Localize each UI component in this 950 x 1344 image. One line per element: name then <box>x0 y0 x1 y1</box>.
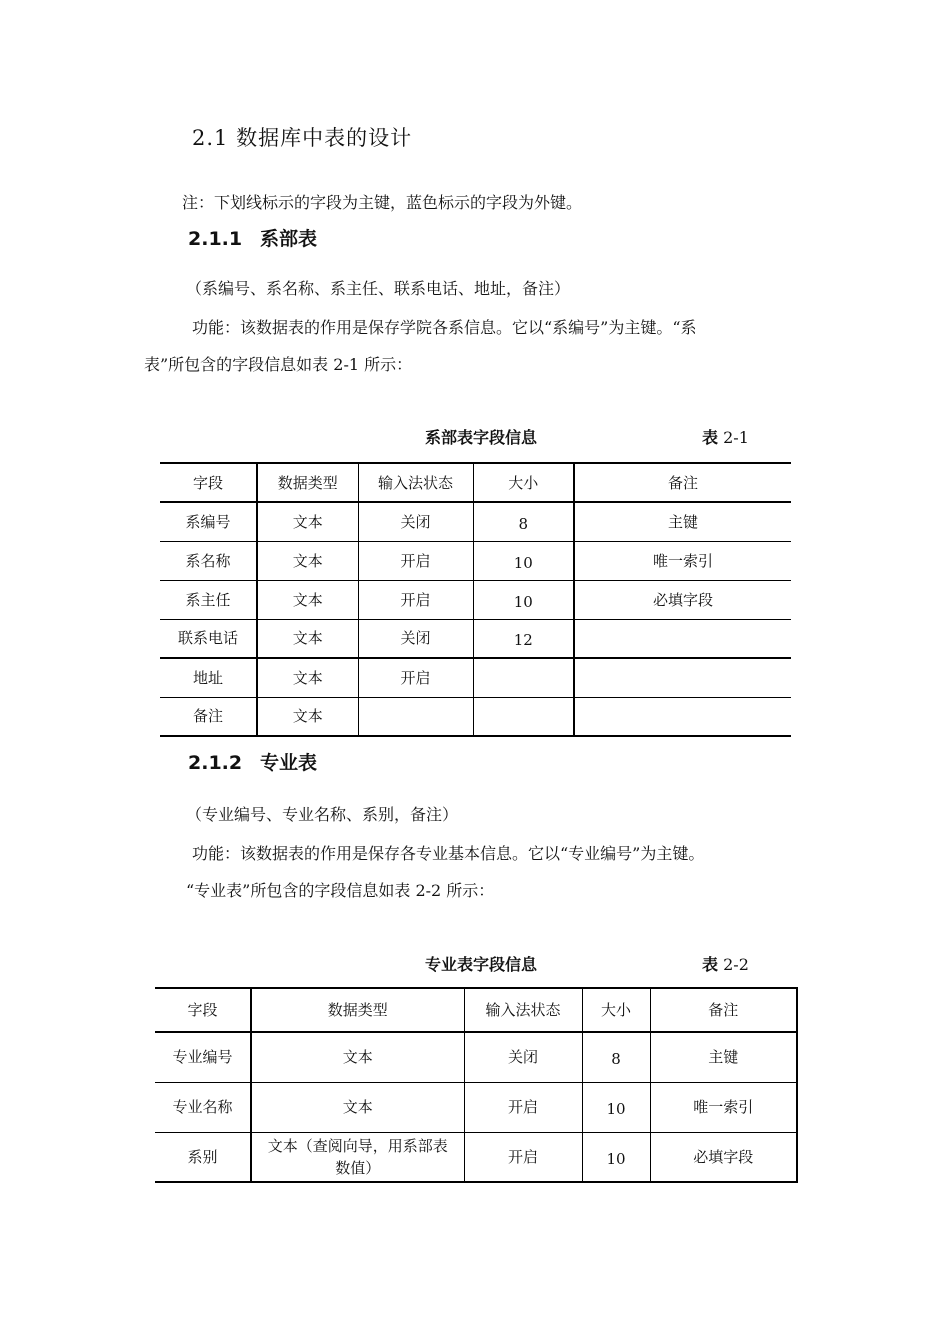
table-cell: 主键 <box>574 502 791 541</box>
table-cell: 文本 <box>257 502 358 541</box>
table-cell: 专业名称 <box>155 1082 251 1132</box>
table-cell: 唯一索引 <box>650 1082 797 1132</box>
table-cell: 开启 <box>464 1132 582 1182</box>
table-cell <box>473 697 574 736</box>
table-cell: 8 <box>473 502 574 541</box>
table-row <box>155 1132 797 1182</box>
table-cell: 开启 <box>358 580 473 619</box>
header-cell: 字段 <box>160 463 257 502</box>
table-number-value: 2-1 <box>718 428 749 447</box>
header-cell: 字段 <box>155 988 251 1032</box>
table-row <box>155 1032 797 1082</box>
subsection-number: 2.1.1 <box>188 228 243 250</box>
description-line-2: “专业表”所包含的字段信息如表 2-2 所示： <box>186 881 495 900</box>
table-cell: 唯一索引 <box>574 541 791 580</box>
table-number-prefix: 表 <box>702 955 719 974</box>
table-cell: 系名称 <box>160 541 257 580</box>
header-cell: 大小 <box>473 463 574 502</box>
description-line-1: 功能：该数据表的作用是保存学院各系信息。它以“系编号”为主键。“系 <box>192 318 697 337</box>
table-cell <box>574 619 791 658</box>
table-row <box>155 1082 797 1132</box>
table-cell: 10 <box>473 580 574 619</box>
table-row <box>160 697 791 736</box>
table-cell <box>574 697 791 736</box>
subsection-title: 系部表 <box>260 228 318 250</box>
table-caption: 系部表字段信息 <box>425 428 538 447</box>
subsection-heading-1 <box>188 224 317 251</box>
table-cell: 文本 <box>257 541 358 580</box>
type-line-2: 数值） <box>335 1158 381 1177</box>
header-cell: 输入法状态 <box>358 463 473 502</box>
table-row <box>160 619 791 658</box>
table-cell: 关闭 <box>464 1032 582 1082</box>
table-cell: 开启 <box>464 1082 582 1132</box>
header-cell: 大小 <box>582 988 650 1032</box>
table-cell: 10 <box>582 1132 650 1182</box>
table-cell: 地址 <box>160 658 257 697</box>
table-cell: 系编号 <box>160 502 257 541</box>
table-cell: 文本 <box>257 697 358 736</box>
field-list-text: （系编号、系名称、系主任、联系电话、地址，备注） <box>186 279 571 298</box>
table-row <box>160 541 791 580</box>
table-cell: 关闭 <box>358 619 473 658</box>
header-cell: 数据类型 <box>257 463 358 502</box>
table-header-row <box>160 463 791 502</box>
table-cell: 开启 <box>358 658 473 697</box>
department-fields-table <box>160 462 791 737</box>
table-number-prefix: 表 <box>702 428 719 447</box>
table-cell: 系主任 <box>160 580 257 619</box>
header-cell: 数据类型 <box>251 988 464 1032</box>
subsection-title: 专业表 <box>260 752 318 774</box>
table-cell: 专业编号 <box>155 1032 251 1082</box>
description-line-2: 表”所包含的字段信息如表 2-1 所示： <box>144 355 413 374</box>
table-cell <box>358 697 473 736</box>
header-cell: 输入法状态 <box>464 988 582 1032</box>
section-title: 2.1 数据库中表的设计 <box>192 126 413 150</box>
type-line-1: 文本（查阅向导，用系部表 <box>267 1136 448 1155</box>
table-cell: 必填字段 <box>574 580 791 619</box>
table-row <box>160 502 791 541</box>
table-number-value: 2-2 <box>718 955 749 974</box>
table-cell: 12 <box>473 619 574 658</box>
table-row <box>160 658 791 697</box>
table-cell: 备注 <box>160 697 257 736</box>
header-cell: 备注 <box>574 463 791 502</box>
table-cell: 10 <box>582 1082 650 1132</box>
major-fields-table <box>155 987 798 1183</box>
table-cell: 文本 <box>257 619 358 658</box>
table-cell: 关闭 <box>358 502 473 541</box>
table-row <box>160 580 791 619</box>
subsection-heading-2 <box>188 748 317 775</box>
table-cell <box>473 658 574 697</box>
table-cell: 文本 <box>257 580 358 619</box>
description-line-1: 功能：该数据表的作用是保存各专业基本信息。它以“专业编号”为主键。 <box>192 844 705 863</box>
table-cell <box>574 658 791 697</box>
table-cell <box>251 1132 464 1182</box>
table-header-row <box>155 988 797 1032</box>
table-number <box>702 952 749 975</box>
table-cell: 文本 <box>251 1032 464 1082</box>
table-cell: 8 <box>582 1032 650 1082</box>
table-cell: 文本 <box>257 658 358 697</box>
table-number <box>702 425 749 448</box>
table-cell: 主键 <box>650 1032 797 1082</box>
subsection-number: 2.1.2 <box>188 752 243 774</box>
table-cell: 联系电话 <box>160 619 257 658</box>
table-cell: 开启 <box>358 541 473 580</box>
table-cell: 文本 <box>251 1082 464 1132</box>
table-cell: 10 <box>473 541 574 580</box>
header-cell: 备注 <box>650 988 797 1032</box>
table-cell: 系别 <box>155 1132 251 1182</box>
table-cell: 必填字段 <box>650 1132 797 1182</box>
field-list-text: （专业编号、专业名称、系别，备注） <box>186 805 459 824</box>
note-text: 注：下划线标示的字段为主键，蓝色标示的字段为外键。 <box>182 193 583 212</box>
table-caption: 专业表字段信息 <box>425 955 538 974</box>
